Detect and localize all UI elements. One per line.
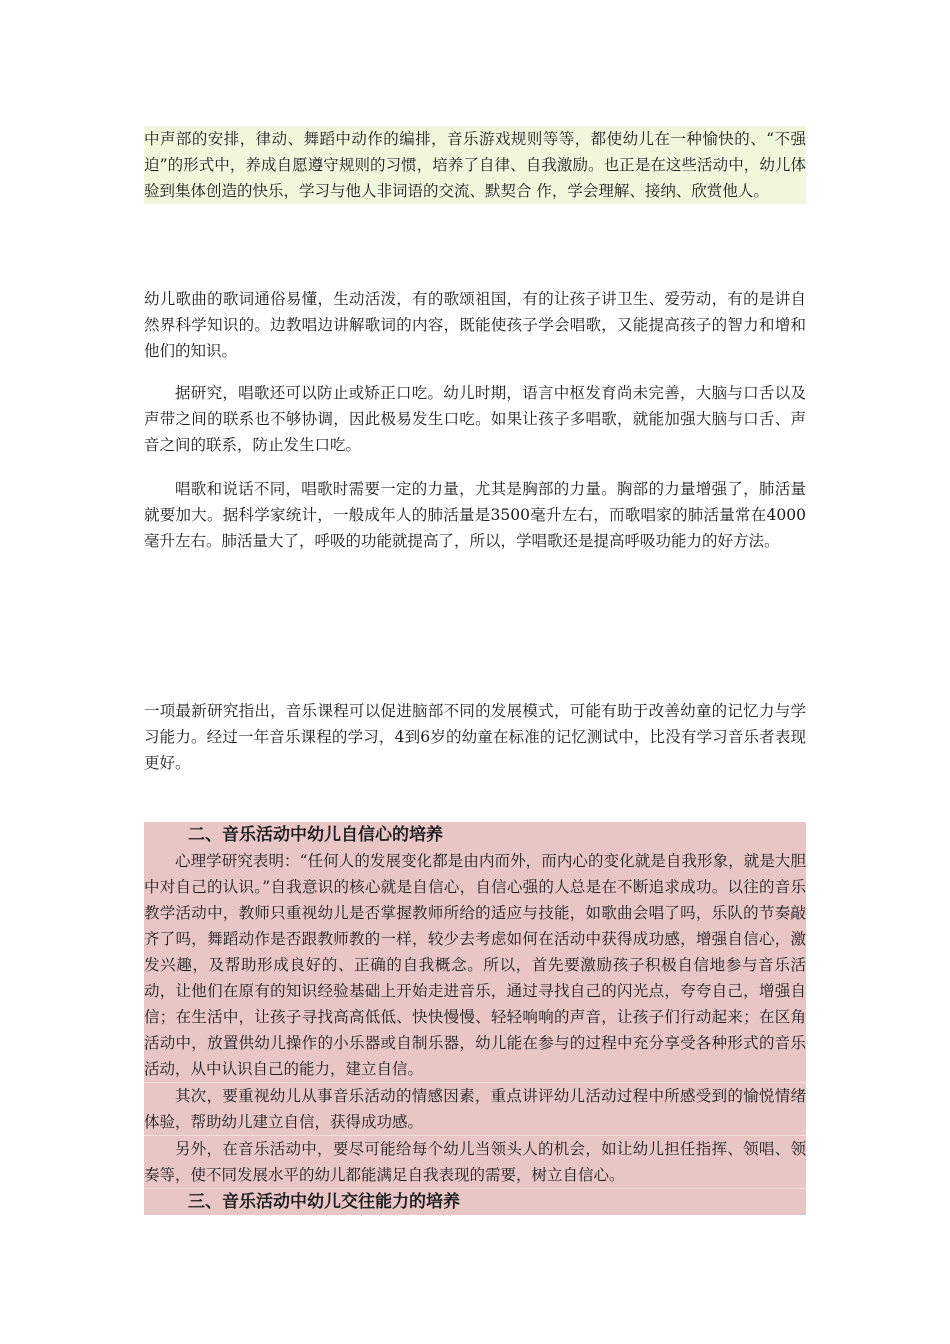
section2-heading: 二、音乐活动中幼儿自信心的培养 bbox=[188, 825, 443, 845]
paragraph-lyrics: 幼儿歌曲的歌词通俗易懂，生动活泼，有的歌颂祖国，有的让孩子讲卫生、爱劳动，有的是讲自然界科学知识的。边教唱边讲解歌词的内容，既能使孩子学会唱歌，又能提高孩子的智力和增和他们的知识。 bbox=[144, 290, 806, 360]
paragraph-stutter: 据研究，唱歌还可以防止或矫正口吃。幼儿时期，语言中枢发育尚未完善，大脑与口舌以及声带之间的联系也不够协调，因此极易发生口吃。如果让孩子多唱歌，就能加强大脑与口舌、声音之间的联系，防止发生口吃。 bbox=[144, 384, 806, 454]
section2-paragraph-3: 另外，在音乐活动中，要尽可能给每个幼儿当领头人的机会，如让幼儿担任指挥、领唱、领奏等，使不同发展水平的幼儿都能满足自我表现的需要，树立自信心。 bbox=[144, 1136, 806, 1189]
section-highlight-block bbox=[144, 822, 806, 1215]
paragraph-lung-capacity: 唱歌和说话不同，唱歌时需要一定的力量，尤其是胸部的力量。胸部的力量增强了，肺活量就要加大。据科学家统计，一般成年人的肺活量是3500毫升左右，而歌唱家的肺活量常在4000毫升左右。肺活量大了，呼吸的功能就提高了，所以，学唱歌还是提高呼吸功能力的好方法。 bbox=[144, 480, 806, 550]
section2-paragraph-2: 其次，要重视幼儿从事音乐活动的情感因素，重点讲评幼儿活动过程中所感受到的愉悦情绪体验，帮助幼儿建立自信，获得成功感。 bbox=[144, 1083, 806, 1136]
section3-heading: 三、音乐活动中幼儿交往能力的培养 bbox=[188, 1192, 460, 1212]
paragraph-music-research: 一项最新研究指出，音乐课程可以促进脑部不同的发展模式，可能有助于改善幼童的记忆力与学习能力。经过一年音乐课程的学习，4到6岁的幼童在标准的记忆测试中，比没有学习音乐者表现更好。 bbox=[144, 702, 806, 772]
section2-paragraph-1: 心理学研究表明：“任何人的发展变化都是由内而外，而内心的变化就是自我形象，就是大胆中对自己的认识。”自我意识的核心就是自信心，自信心强的人总是在不断追求成功。以往的音乐教学活动中，教师只重视幼儿是否掌握教师所给的适应与技能，如歌曲会唱了吗，乐队的节奏敲齐了吗，舞蹈动作是否跟教师教的一样，较少去考虑如何在活动中获得成功感，增强自信心，激发兴趣，及帮助形成良好的、正确的自我概念。所以，首先要激励孩子积极自信地参与音乐活动，让他们在原有的知识经验基础上开始走进音乐，通过寻找自己的闪光点，夸夸自己，增强自信；在生活中，让孩子寻找高高低低、快快慢慢、轻轻响响的声音，让孩子们行动起来；在区角活动中，放置供幼儿操作的小乐器或自制乐器，幼儿能在参与的过程中充分享受各种形式的音乐活动，从中认识自己的能力，建立自信。 bbox=[144, 848, 806, 1083]
paragraph-rules-habits: 中声部的安排，律动、舞蹈中动作的编排，音乐游戏规则等等，都使幼儿在一种愉快的、“不强迫”的形式中，养成自愿遵守规则的习惯，培养了自律、自我激励。也正是在这些活动中，幼儿体验到集体创造的快乐，学习与他人非词语的交流、默契合 作，学会理解、接纳、欣赏他人。 bbox=[144, 126, 806, 204]
